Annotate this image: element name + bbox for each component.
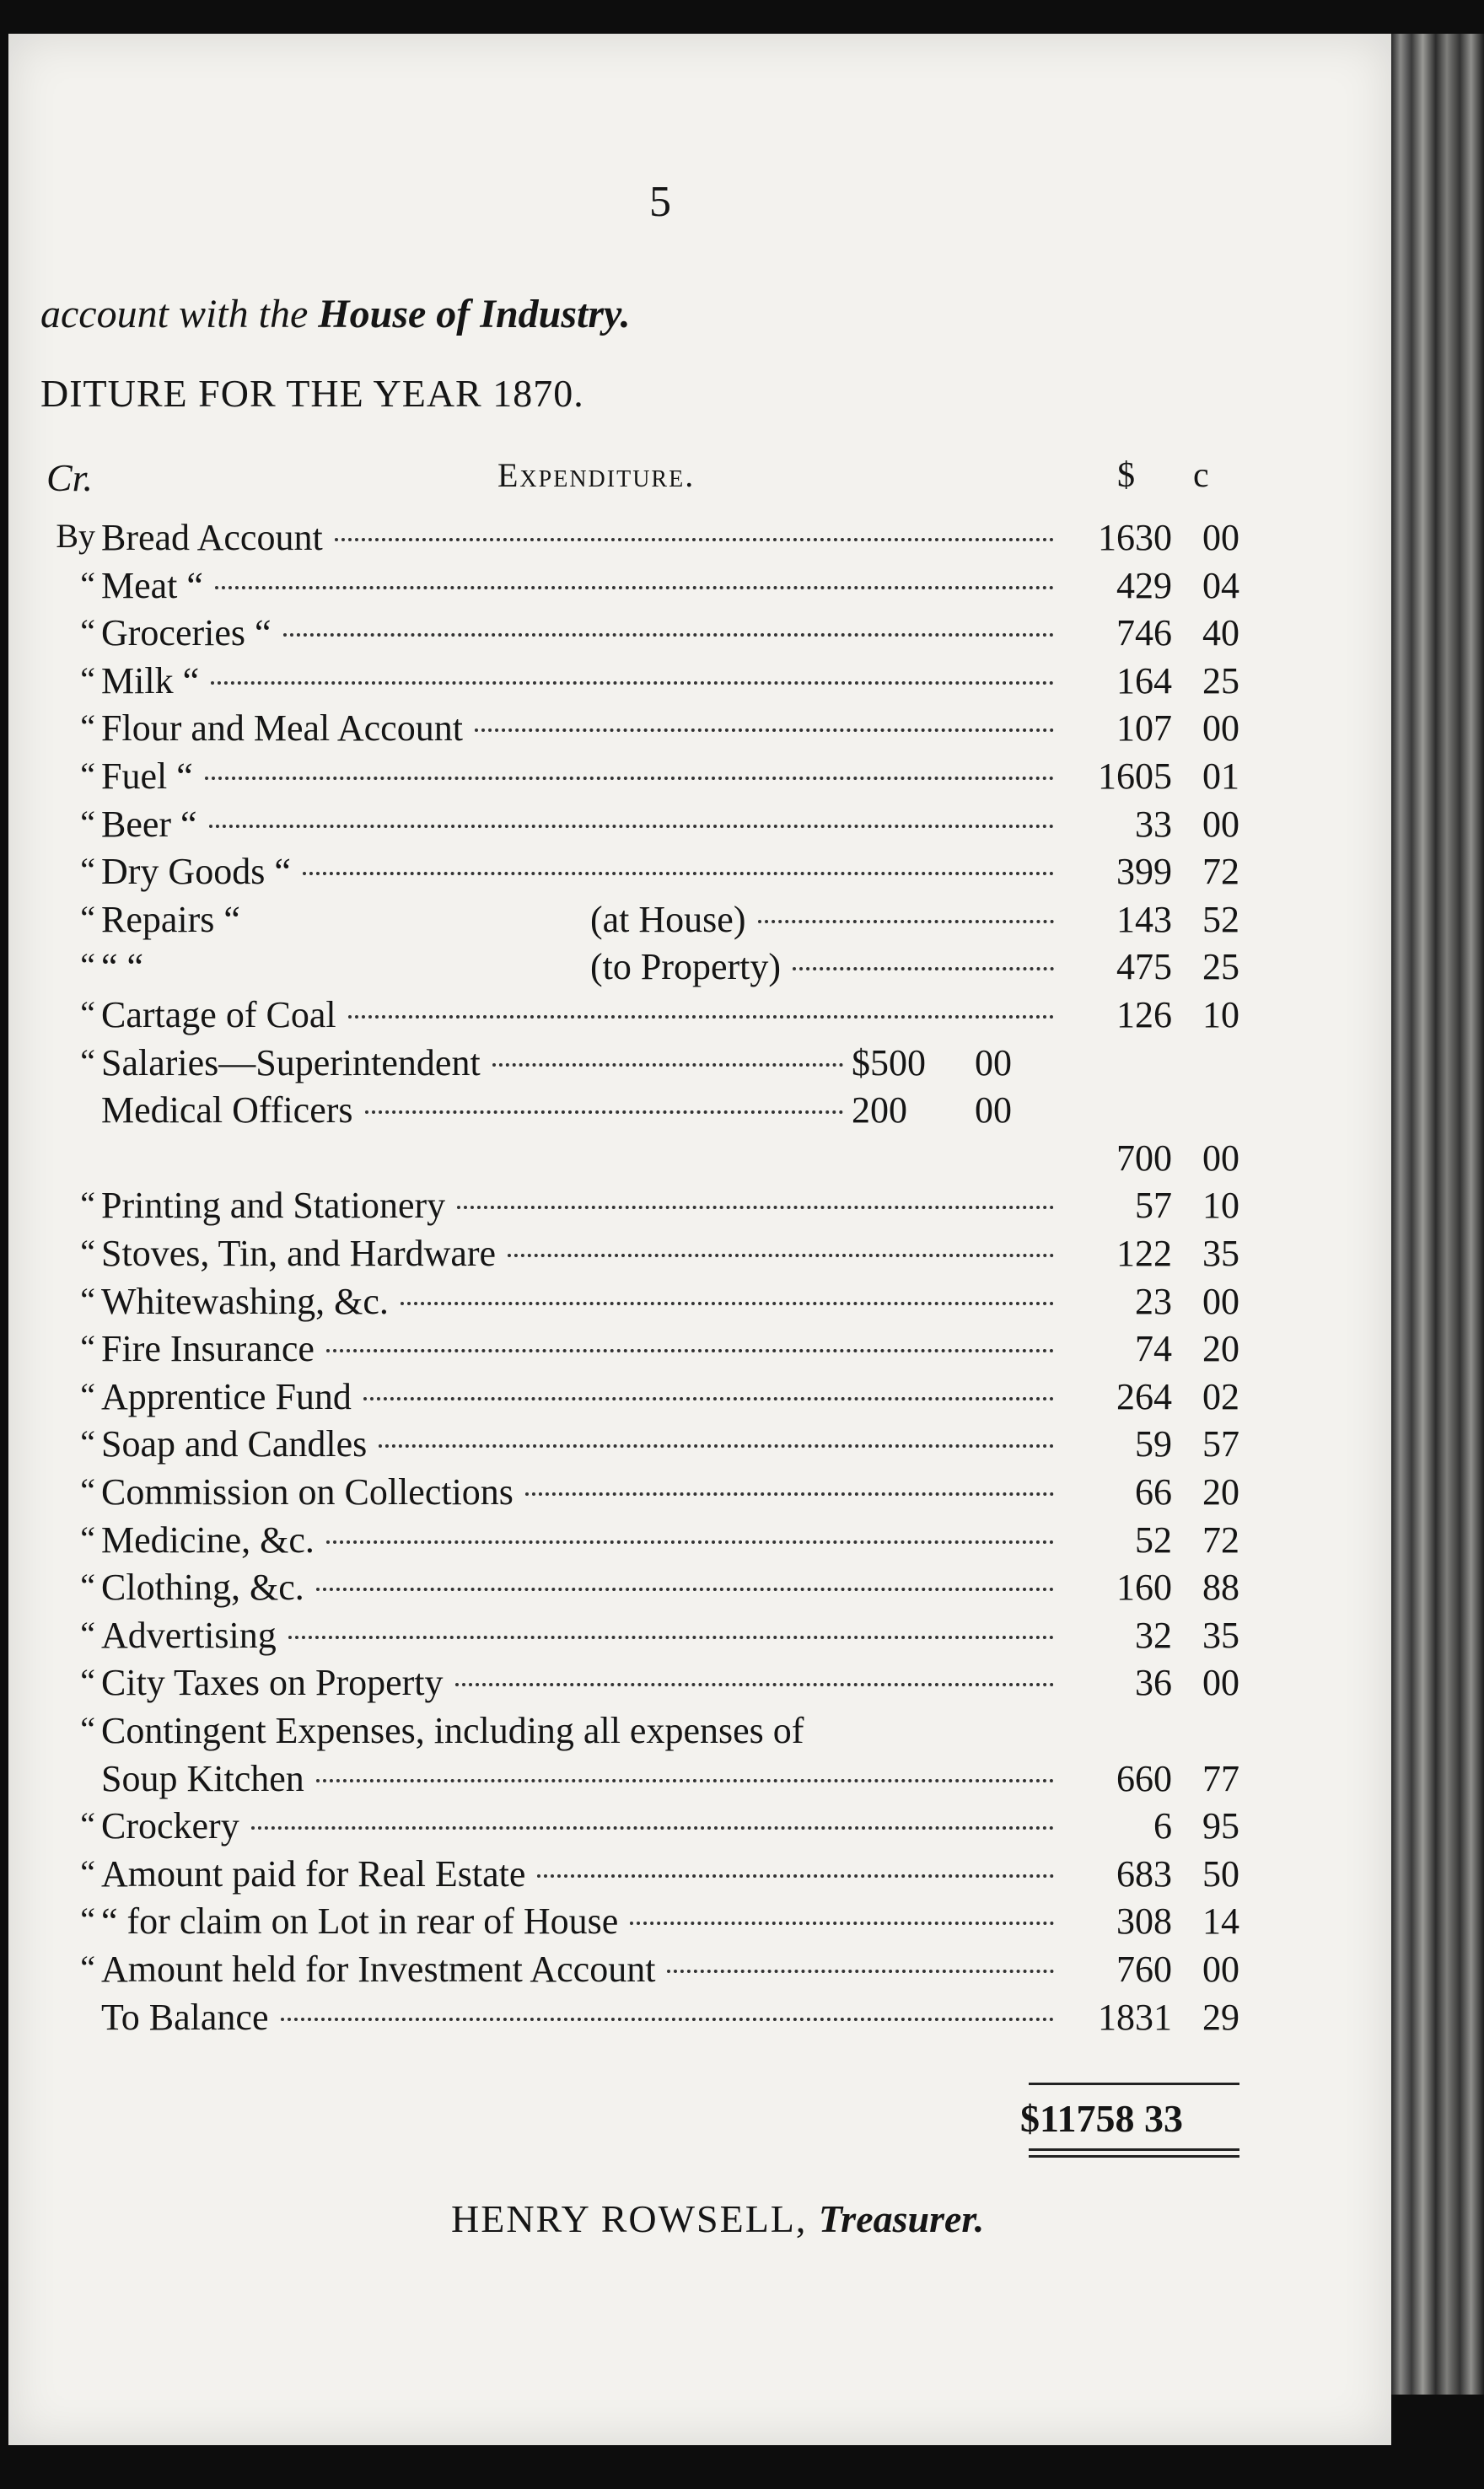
- table-row: [0, 1614, 1383, 1663]
- table-row: [0, 993, 1383, 1042]
- row-cents: 00: [1202, 517, 1239, 558]
- row-prefix: “: [80, 1281, 95, 1319]
- row-dollars: 74: [1135, 1328, 1172, 1369]
- row-dollars: 1630: [1098, 517, 1172, 558]
- row-dollars: 122: [1116, 1233, 1172, 1274]
- table-row: [0, 659, 1383, 708]
- row-cents: 20: [1202, 1471, 1239, 1513]
- dotted-leader: [525, 1492, 1054, 1496]
- row-dollars: 36: [1135, 1662, 1172, 1703]
- table-row: [0, 755, 1383, 804]
- table-row: [0, 1757, 1383, 1806]
- row-prefix: “: [80, 1376, 95, 1414]
- row-prefix: “: [80, 1328, 95, 1366]
- table-row: [0, 1948, 1383, 1997]
- row-label: Groceries “: [101, 612, 272, 653]
- treasurer-signature: [451, 2196, 984, 2241]
- row-dollars: 475: [1116, 946, 1172, 987]
- row-cents: 00: [1202, 707, 1239, 749]
- row-cents: 14: [1202, 1900, 1239, 1942]
- row-label: Apprentice Fund: [101, 1376, 352, 1417]
- book-spine-edge: [1391, 34, 1484, 2395]
- row-note: (to Property): [590, 946, 782, 987]
- dotted-leader: [251, 1826, 1054, 1830]
- row-label: City Taxes on Property: [101, 1662, 444, 1703]
- row-prefix: “: [80, 1519, 95, 1557]
- row-prefix: “: [80, 804, 95, 841]
- row-cents: 04: [1202, 565, 1239, 606]
- row-dollars: 107: [1116, 707, 1172, 749]
- row-sub-dollars: 200: [852, 1089, 907, 1131]
- column-currency-headers: [1117, 455, 1269, 496]
- row-dollars: 59: [1135, 1423, 1172, 1465]
- row-label: Cartage of Coal: [101, 994, 336, 1035]
- row-dollars: 660: [1116, 1758, 1172, 1799]
- row-cents: 35: [1202, 1615, 1239, 1656]
- row-label: Stoves, Tin, and Hardware: [101, 1233, 497, 1274]
- dotted-leader: [457, 1206, 1054, 1209]
- row-label: To Balance: [101, 1997, 269, 2038]
- dotted-leader: [303, 872, 1054, 875]
- table-row: [0, 707, 1383, 755]
- row-dollars: 33: [1135, 804, 1172, 845]
- dotted-leader: [492, 1063, 843, 1067]
- row-prefix: “: [80, 660, 95, 698]
- row-prefix: “: [80, 1471, 95, 1509]
- table-row: [0, 611, 1383, 660]
- row-dollars: 399: [1116, 851, 1172, 892]
- row-dollars: 308: [1116, 1900, 1172, 1942]
- table-row: [0, 1519, 1383, 1567]
- row-prefix: “: [80, 612, 95, 650]
- table-row: [0, 1327, 1383, 1376]
- row-label: Medicine, &c.: [101, 1519, 315, 1561]
- row-note: (at House): [590, 899, 746, 940]
- row-sub-cents: 00: [975, 1042, 1012, 1083]
- expenditure-heading: DITURE FOR THE YEAR 1870.: [40, 372, 584, 415]
- row-prefix: “: [80, 899, 95, 937]
- dotted-leader: [316, 1779, 1054, 1782]
- column-cents: c: [1193, 456, 1209, 495]
- column-cr: Cr.: [46, 456, 93, 499]
- row-label: Soup Kitchen: [101, 1758, 304, 1799]
- row-label: Clothing, &c.: [101, 1567, 304, 1608]
- row-cents: 00: [1202, 1281, 1239, 1322]
- row-cents: 02: [1202, 1376, 1239, 1417]
- row-dollars: 126: [1116, 994, 1172, 1035]
- row-label: Crockery: [101, 1805, 239, 1847]
- table-row: [0, 1900, 1383, 1949]
- row-cents: 01: [1202, 755, 1239, 797]
- total-amount: $11758 33: [1020, 2097, 1183, 2140]
- row-label: Meat “: [101, 565, 203, 606]
- row-prefix: “: [80, 1042, 95, 1080]
- dotted-leader: [215, 586, 1054, 589]
- row-prefix: “: [80, 707, 95, 745]
- table-row: [0, 1232, 1383, 1281]
- dotted-leader: [455, 1683, 1054, 1686]
- account-heading-bold: House of Industry.: [318, 292, 631, 336]
- table-row: [0, 1375, 1383, 1424]
- table-row: [0, 1470, 1383, 1519]
- dotted-leader: [475, 728, 1054, 732]
- dotted-leader: [508, 1254, 1054, 1257]
- row-dollars: 1831: [1098, 1997, 1172, 2038]
- row-cents: 35: [1202, 1233, 1239, 1274]
- row-dollars: 66: [1135, 1471, 1172, 1513]
- table-row: [0, 1280, 1383, 1329]
- dotted-leader: [363, 1397, 1054, 1400]
- row-label: Beer “: [101, 804, 197, 845]
- dotted-leader: [758, 920, 1054, 923]
- row-prefix: “: [80, 1710, 95, 1748]
- table-row: [0, 1089, 1383, 1137]
- column-expenditure: Expenditure.: [497, 456, 696, 494]
- table-row: [0, 1709, 1383, 1758]
- row-label: Repairs “: [101, 899, 240, 940]
- row-cents: 25: [1202, 660, 1239, 702]
- account-heading-start: account with the: [40, 292, 319, 336]
- row-dollars: 746: [1116, 612, 1172, 653]
- row-prefix: “: [80, 946, 95, 984]
- row-dollars: 700: [1116, 1137, 1172, 1179]
- row-cents: 25: [1202, 946, 1239, 987]
- row-dollars: 23: [1135, 1281, 1172, 1322]
- row-dollars: 1605: [1098, 755, 1172, 797]
- dotted-leader: [316, 1588, 1054, 1591]
- table-row: [0, 803, 1383, 852]
- row-label: “ for claim on Lot in rear of House: [101, 1900, 619, 1942]
- row-prefix: “: [80, 1662, 95, 1700]
- row-cents: 77: [1202, 1758, 1239, 1799]
- row-label: Commission on Collections: [101, 1471, 513, 1513]
- table-row: [0, 1137, 1383, 1185]
- row-cents: 72: [1202, 1519, 1239, 1561]
- row-prefix: “: [80, 1949, 95, 1986]
- row-prefix: “: [80, 1233, 95, 1271]
- table-row: [0, 564, 1383, 613]
- dotted-leader: [365, 1110, 843, 1114]
- table-row: [0, 850, 1383, 899]
- table-row: [0, 1184, 1383, 1233]
- table-row: [0, 516, 1383, 565]
- row-dollars: 32: [1135, 1615, 1172, 1656]
- table-row: [0, 898, 1383, 947]
- row-prefix: “: [80, 1185, 95, 1223]
- row-prefix: By: [56, 517, 95, 555]
- row-label: Amount held for Investment Account: [101, 1949, 656, 1990]
- row-label: Whitewashing, &c.: [101, 1281, 389, 1322]
- row-cents: 95: [1202, 1805, 1239, 1847]
- row-label: Soap and Candles: [101, 1423, 368, 1465]
- row-dollars: 52: [1135, 1519, 1172, 1561]
- row-cents: 57: [1202, 1423, 1239, 1465]
- dotted-leader: [630, 1922, 1054, 1925]
- row-prefix: “: [80, 1423, 95, 1461]
- row-dollars: 264: [1116, 1376, 1172, 1417]
- row-sub-dollars: $500: [852, 1042, 926, 1083]
- dotted-leader: [281, 2018, 1054, 2021]
- row-label: Dry Goods “: [101, 851, 291, 892]
- row-dollars: 429: [1116, 565, 1172, 606]
- row-prefix: “: [80, 1615, 95, 1653]
- row-dollars: 143: [1116, 899, 1172, 940]
- dotted-leader: [348, 1015, 1054, 1019]
- dotted-leader: [209, 825, 1054, 828]
- row-dollars: 160: [1116, 1567, 1172, 1608]
- dotted-leader: [288, 1636, 1054, 1639]
- dotted-leader: [401, 1302, 1054, 1305]
- dotted-leader: [667, 1970, 1054, 1973]
- row-label: Bread Account: [101, 517, 323, 558]
- signature-title: Treasurer.: [818, 2197, 985, 2240]
- row-dollars: 57: [1135, 1185, 1172, 1226]
- row-label: Contingent Expenses, including all expenses of: [101, 1710, 804, 1751]
- row-label: Milk “: [101, 660, 200, 702]
- row-cents: 88: [1202, 1567, 1239, 1608]
- table-row: [0, 1852, 1383, 1901]
- row-cents: 50: [1202, 1853, 1239, 1895]
- total-rule-bottom: [1029, 2148, 1239, 2151]
- row-label: Medical Officers: [101, 1089, 353, 1131]
- account-heading: [40, 291, 631, 337]
- row-label: Advertising: [101, 1615, 277, 1656]
- dotted-leader: [537, 1874, 1054, 1878]
- row-cents: 00: [1202, 1662, 1239, 1703]
- row-cents: 10: [1202, 994, 1239, 1035]
- table-row: [0, 1804, 1383, 1853]
- row-cents: 52: [1202, 899, 1239, 940]
- table-row: [0, 1996, 1383, 2045]
- total-rule-top: [1029, 2083, 1239, 2085]
- row-cents: 00: [1202, 804, 1239, 845]
- total-rule-bottom-double: [1029, 2155, 1239, 2158]
- dotted-leader: [335, 538, 1054, 541]
- row-label: Salaries—Superintendent: [101, 1042, 481, 1083]
- row-cents: 00: [1202, 1137, 1239, 1179]
- row-cents: 00: [1202, 1949, 1239, 1990]
- row-cents: 29: [1202, 1997, 1239, 2038]
- column-dollars: $: [1117, 456, 1135, 495]
- row-label: Printing and Stationery: [101, 1185, 446, 1226]
- dotted-leader: [326, 1540, 1054, 1544]
- page-number: 5: [649, 178, 671, 226]
- row-prefix: “: [80, 1567, 95, 1605]
- dotted-leader: [211, 681, 1054, 685]
- row-prefix: “: [80, 851, 95, 889]
- table-row: [0, 1661, 1383, 1710]
- dotted-leader: [793, 967, 1054, 970]
- dotted-leader: [326, 1349, 1054, 1352]
- table-row: [0, 945, 1383, 994]
- row-label: Amount paid for Real Estate: [101, 1853, 526, 1895]
- row-sub-cents: 00: [975, 1089, 1012, 1131]
- row-prefix: “: [80, 1900, 95, 1938]
- row-label: “ “: [101, 946, 144, 987]
- row-prefix: “: [80, 1805, 95, 1843]
- row-label: Flour and Meal Account: [101, 707, 463, 749]
- row-prefix: “: [80, 1853, 95, 1891]
- dotted-leader: [379, 1444, 1054, 1448]
- row-cents: 20: [1202, 1328, 1239, 1369]
- row-dollars: 164: [1116, 660, 1172, 702]
- table-row: [0, 1041, 1383, 1090]
- dotted-leader: [205, 777, 1054, 780]
- row-cents: 40: [1202, 612, 1239, 653]
- row-dollars: 760: [1116, 1949, 1172, 1990]
- row-dollars: 683: [1116, 1853, 1172, 1895]
- signature-name: HENRY ROWSELL,: [451, 2197, 819, 2240]
- table-row: [0, 1566, 1383, 1615]
- table-row: [0, 1422, 1383, 1471]
- dotted-leader: [283, 633, 1054, 637]
- row-prefix: “: [80, 565, 95, 603]
- row-prefix: “: [80, 994, 95, 1032]
- row-prefix: “: [80, 755, 95, 793]
- row-cents: 72: [1202, 851, 1239, 892]
- row-label: Fuel “: [101, 755, 193, 797]
- row-label: Fire Insurance: [101, 1328, 315, 1369]
- row-dollars: 6: [1153, 1805, 1172, 1847]
- row-cents: 10: [1202, 1185, 1239, 1226]
